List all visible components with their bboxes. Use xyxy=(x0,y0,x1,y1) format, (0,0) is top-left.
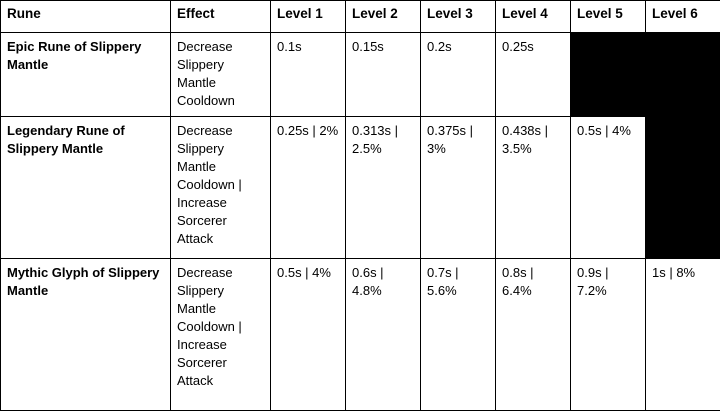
cell-level-4: 0.25s xyxy=(496,33,571,117)
cell-level-6-empty xyxy=(646,33,720,117)
table-row xyxy=(1,117,720,259)
cell-level-5-empty xyxy=(571,33,646,117)
cell-level-2: 0.6s | 4.8% xyxy=(346,259,421,411)
cell-level-3: 0.2s xyxy=(421,33,496,117)
cell-rune-name: Epic Rune of Slippery Mantle xyxy=(1,33,171,117)
column-header-effect: Effect xyxy=(171,1,271,33)
column-header-level-6: Level 6 xyxy=(646,1,720,33)
table-row xyxy=(1,33,720,117)
cell-level-4: 0.438s | 3.5% xyxy=(496,117,571,259)
cell-effect: Decrease Slippery Mantle Cooldown | Increase Sorcerer Attack xyxy=(171,117,271,259)
cell-level-5: 0.5s | 4% xyxy=(571,117,646,259)
cell-level-4: 0.8s | 6.4% xyxy=(496,259,571,411)
cell-level-6: 1s | 8% xyxy=(646,259,720,411)
cell-rune-name: Legendary Rune of Slippery Mantle xyxy=(1,117,171,259)
cell-level-2: 0.15s xyxy=(346,33,421,117)
cell-level-1: 0.5s | 4% xyxy=(271,259,346,411)
column-header-level-4: Level 4 xyxy=(496,1,571,33)
cell-level-1: 0.25s | 2% xyxy=(271,117,346,259)
cell-effect: Decrease Slippery Mantle Cooldown xyxy=(171,33,271,117)
cell-level-6-empty xyxy=(646,117,720,259)
table-header xyxy=(1,1,720,33)
cell-level-1: 0.1s xyxy=(271,33,346,117)
cell-rune-name: Mythic Glyph of Slippery Mantle xyxy=(1,259,171,411)
table-header-row xyxy=(1,1,720,33)
column-header-level-3: Level 3 xyxy=(421,1,496,33)
column-header-level-1: Level 1 xyxy=(271,1,346,33)
cell-level-2: 0.313s | 2.5% xyxy=(346,117,421,259)
column-header-level-2: Level 2 xyxy=(346,1,421,33)
cell-level-5: 0.9s | 7.2% xyxy=(571,259,646,411)
table-row xyxy=(1,259,720,411)
cell-effect: Decrease Slippery Mantle Cooldown | Increase Sorcerer Attack xyxy=(171,259,271,411)
column-header-level-5: Level 5 xyxy=(571,1,646,33)
cell-level-3: 0.375s | 3% xyxy=(421,117,496,259)
cell-level-3: 0.7s | 5.6% xyxy=(421,259,496,411)
column-header-rune: Rune xyxy=(1,1,171,33)
table-body xyxy=(1,33,720,411)
